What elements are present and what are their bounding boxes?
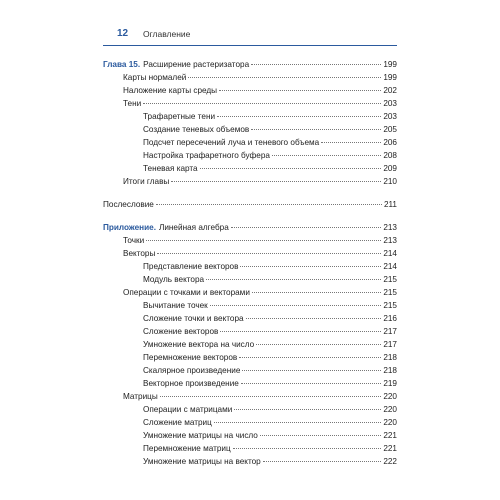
toc-dot-leader bbox=[156, 204, 382, 205]
toc-entry[interactable] bbox=[103, 71, 397, 84]
toc-entry-text: Операции с точками и векторами bbox=[123, 288, 250, 297]
toc-entry[interactable] bbox=[103, 286, 397, 299]
toc-entry-text: Перемножение векторов bbox=[143, 353, 238, 362]
toc-entry-title bbox=[143, 442, 231, 455]
toc-entry-text: Карты нормалей bbox=[123, 73, 187, 82]
toc-entry-title bbox=[123, 390, 158, 403]
toc-entry-page: 203 bbox=[383, 99, 397, 108]
toc-entry-title bbox=[123, 175, 169, 188]
toc-entry[interactable] bbox=[103, 110, 397, 123]
toc-entry-page: 217 bbox=[383, 327, 397, 336]
toc-entry[interactable] bbox=[103, 84, 397, 97]
toc-entry-text: Умножение матрицы на вектор bbox=[143, 457, 261, 466]
toc-entry-page: 199 bbox=[383, 60, 397, 69]
toc-entry-page: 203 bbox=[383, 112, 397, 121]
toc-entry-text: Векторное произведение bbox=[143, 379, 239, 388]
page-number: 12 bbox=[117, 28, 129, 39]
toc-dot-leader bbox=[234, 409, 381, 410]
toc-dot-leader bbox=[171, 181, 381, 182]
toc-entry-title bbox=[143, 273, 204, 286]
toc-entry[interactable] bbox=[103, 149, 397, 162]
toc-entry[interactable] bbox=[103, 338, 397, 351]
toc-entry-text: Тени bbox=[123, 99, 142, 108]
toc-entry-text: Подсчет пересечений луча и теневого объема bbox=[143, 138, 320, 147]
toc-entry-page: 221 bbox=[383, 431, 397, 440]
toc-dot-leader bbox=[231, 227, 382, 228]
toc-entry-text: Сложение матриц bbox=[143, 418, 212, 427]
toc-entry-text: Матрицы bbox=[123, 392, 158, 401]
toc-entry-title bbox=[123, 247, 155, 260]
toc-dot-leader bbox=[206, 279, 381, 280]
toc-entry-page: 222 bbox=[383, 457, 397, 466]
toc-entry-page: 219 bbox=[383, 379, 397, 388]
toc-entry[interactable] bbox=[103, 429, 397, 442]
toc-dot-leader bbox=[160, 396, 382, 397]
toc-entry-text: Точки bbox=[123, 236, 145, 245]
toc-dot-leader bbox=[157, 253, 381, 254]
toc-entry[interactable] bbox=[103, 247, 397, 260]
toc-entry[interactable] bbox=[103, 234, 397, 247]
toc-entry-title bbox=[143, 325, 218, 338]
toc-entry-text: Перемножение матриц bbox=[143, 444, 231, 453]
toc-entry[interactable] bbox=[103, 455, 397, 468]
toc-entry[interactable] bbox=[103, 377, 397, 390]
toc-entry-prefix: Приложение. bbox=[103, 223, 156, 232]
toc-entry[interactable] bbox=[103, 273, 397, 286]
toc-entry-title bbox=[143, 260, 238, 273]
toc-dot-leader bbox=[260, 435, 381, 436]
toc-entry-text: Расширение растеризатора bbox=[143, 60, 250, 69]
toc-entry-prefix: Глава 15. bbox=[103, 60, 141, 69]
toc-dot-leader bbox=[272, 155, 381, 156]
toc-entry-page: 216 bbox=[383, 314, 397, 323]
toc-dot-leader bbox=[256, 344, 381, 345]
toc-entry[interactable] bbox=[103, 58, 397, 71]
toc-entry-text: Трафаретные тени bbox=[143, 112, 216, 121]
toc-entry-title bbox=[143, 338, 254, 351]
table-of-contents bbox=[103, 58, 397, 468]
toc-entry-text: Векторы bbox=[123, 249, 156, 258]
toc-entry-title bbox=[143, 377, 239, 390]
toc-entry-title bbox=[143, 312, 244, 325]
page-header bbox=[103, 27, 397, 46]
toc-entry-page: 221 bbox=[383, 444, 397, 453]
toc-entry-page: 205 bbox=[383, 125, 397, 134]
toc-entry[interactable] bbox=[103, 403, 397, 416]
toc-entry-page: 208 bbox=[383, 151, 397, 160]
toc-entry-page: 220 bbox=[383, 392, 397, 401]
toc-entry-text: Умножение вектора на число bbox=[143, 340, 255, 349]
toc-entry-text: Сложение векторов bbox=[143, 327, 219, 336]
toc-entry-text: Линейная алгебра bbox=[158, 223, 229, 232]
toc-entry-text: Операции с матрицами bbox=[143, 405, 233, 414]
toc-entry-title bbox=[103, 58, 249, 71]
toc-dot-leader bbox=[214, 422, 382, 423]
toc-entry-title bbox=[143, 136, 319, 149]
toc-entry-text: Настройка трафаретного буфера bbox=[143, 151, 270, 160]
toc-entry-title bbox=[123, 97, 141, 110]
toc-entry-page: 220 bbox=[383, 418, 397, 427]
toc-entry-text: Скалярное произведение bbox=[143, 366, 241, 375]
toc-entry-page: 215 bbox=[383, 288, 397, 297]
toc-dot-leader bbox=[263, 461, 382, 462]
toc-entry-title bbox=[143, 110, 215, 123]
toc-entry[interactable] bbox=[103, 221, 397, 234]
toc-dot-leader bbox=[146, 240, 381, 241]
toc-entry-page: 206 bbox=[383, 138, 397, 147]
toc-dot-leader bbox=[200, 168, 382, 169]
toc-entry[interactable] bbox=[103, 198, 397, 211]
toc-dot-leader bbox=[219, 90, 381, 91]
toc-entry-title bbox=[143, 149, 270, 162]
toc-dot-leader bbox=[239, 357, 381, 358]
toc-entry[interactable] bbox=[103, 364, 397, 377]
toc-entry-text: Вычитание точек bbox=[143, 301, 208, 310]
toc-dot-leader bbox=[321, 142, 381, 143]
toc-entry-page: 214 bbox=[383, 262, 397, 271]
toc-entry-page: 215 bbox=[383, 301, 397, 310]
toc-entry-page: 215 bbox=[383, 275, 397, 284]
toc-entry-title bbox=[143, 364, 240, 377]
toc-entry-text: Модуль вектора bbox=[143, 275, 205, 284]
toc-entry-title bbox=[143, 416, 212, 429]
toc-entry-text: Представление векторов bbox=[143, 262, 239, 271]
toc-entry-title bbox=[103, 221, 229, 234]
toc-entry-text: Создание теневых объемов bbox=[143, 125, 250, 134]
toc-dot-leader bbox=[233, 448, 382, 449]
toc-dot-leader bbox=[242, 370, 381, 371]
toc-entry-page: 218 bbox=[383, 366, 397, 375]
toc-entry-title bbox=[123, 71, 186, 84]
toc-entry-title bbox=[123, 286, 250, 299]
toc-entry-text: Теневая карта bbox=[143, 164, 198, 173]
toc-entry-title bbox=[143, 455, 261, 468]
toc-entry-title bbox=[143, 299, 208, 312]
toc-entry-page: 209 bbox=[383, 164, 397, 173]
toc-entry[interactable] bbox=[103, 416, 397, 429]
toc-entry[interactable] bbox=[103, 299, 397, 312]
toc-entry-title bbox=[123, 84, 217, 97]
toc-entry-page: 202 bbox=[383, 86, 397, 95]
toc-entry[interactable] bbox=[103, 162, 397, 175]
toc-dot-leader bbox=[251, 129, 381, 130]
toc-entry-title bbox=[143, 162, 198, 175]
toc-dot-leader bbox=[240, 266, 381, 267]
toc-dot-leader bbox=[143, 103, 381, 104]
toc-entry[interactable] bbox=[103, 175, 397, 188]
toc-entry[interactable] bbox=[103, 325, 397, 338]
toc-entry-title bbox=[123, 234, 144, 247]
toc-dot-leader bbox=[210, 305, 382, 306]
toc-entry-page: 220 bbox=[383, 405, 397, 414]
toc-entry-title bbox=[143, 123, 249, 136]
toc-entry-title bbox=[143, 429, 258, 442]
toc-dot-leader bbox=[217, 116, 381, 117]
toc-entry-text: Наложение карты среды bbox=[123, 86, 218, 95]
toc-entry-page: 214 bbox=[383, 249, 397, 258]
toc-entry-title bbox=[143, 351, 237, 364]
toc-entry[interactable] bbox=[103, 260, 397, 273]
toc-dot-leader bbox=[246, 318, 382, 319]
toc-entry-text: Итоги главы bbox=[123, 177, 170, 186]
toc-entry-page: 218 bbox=[383, 353, 397, 362]
toc-entry-text: Послесловие bbox=[103, 200, 154, 209]
toc-entry-text: Умножение матрицы на число bbox=[143, 431, 258, 440]
toc-dot-leader bbox=[251, 64, 381, 65]
toc-entry-title bbox=[103, 198, 154, 211]
toc-dot-leader bbox=[241, 383, 381, 384]
toc-dot-leader bbox=[252, 292, 381, 293]
toc-entry-title bbox=[143, 403, 232, 416]
toc-entry-text: Сложение точки и вектора bbox=[143, 314, 244, 323]
toc-entry[interactable] bbox=[103, 136, 397, 149]
toc-entry-page: 213 bbox=[383, 236, 397, 245]
toc-entry-page: 199 bbox=[383, 73, 397, 82]
toc-entry-page: 210 bbox=[383, 177, 397, 186]
toc-entry[interactable] bbox=[103, 97, 397, 110]
toc-entry[interactable] bbox=[103, 312, 397, 325]
toc-entry[interactable] bbox=[103, 123, 397, 136]
toc-entry[interactable] bbox=[103, 390, 397, 403]
toc-entry-page: 213 bbox=[383, 223, 397, 232]
toc-entry-page: 217 bbox=[383, 340, 397, 349]
toc-entry[interactable] bbox=[103, 351, 397, 364]
page-section-title: Оглавление bbox=[143, 29, 191, 39]
toc-entry-page: 211 bbox=[383, 200, 397, 209]
toc-entry[interactable] bbox=[103, 442, 397, 455]
toc-dot-leader bbox=[188, 77, 381, 78]
toc-dot-leader bbox=[220, 331, 381, 332]
